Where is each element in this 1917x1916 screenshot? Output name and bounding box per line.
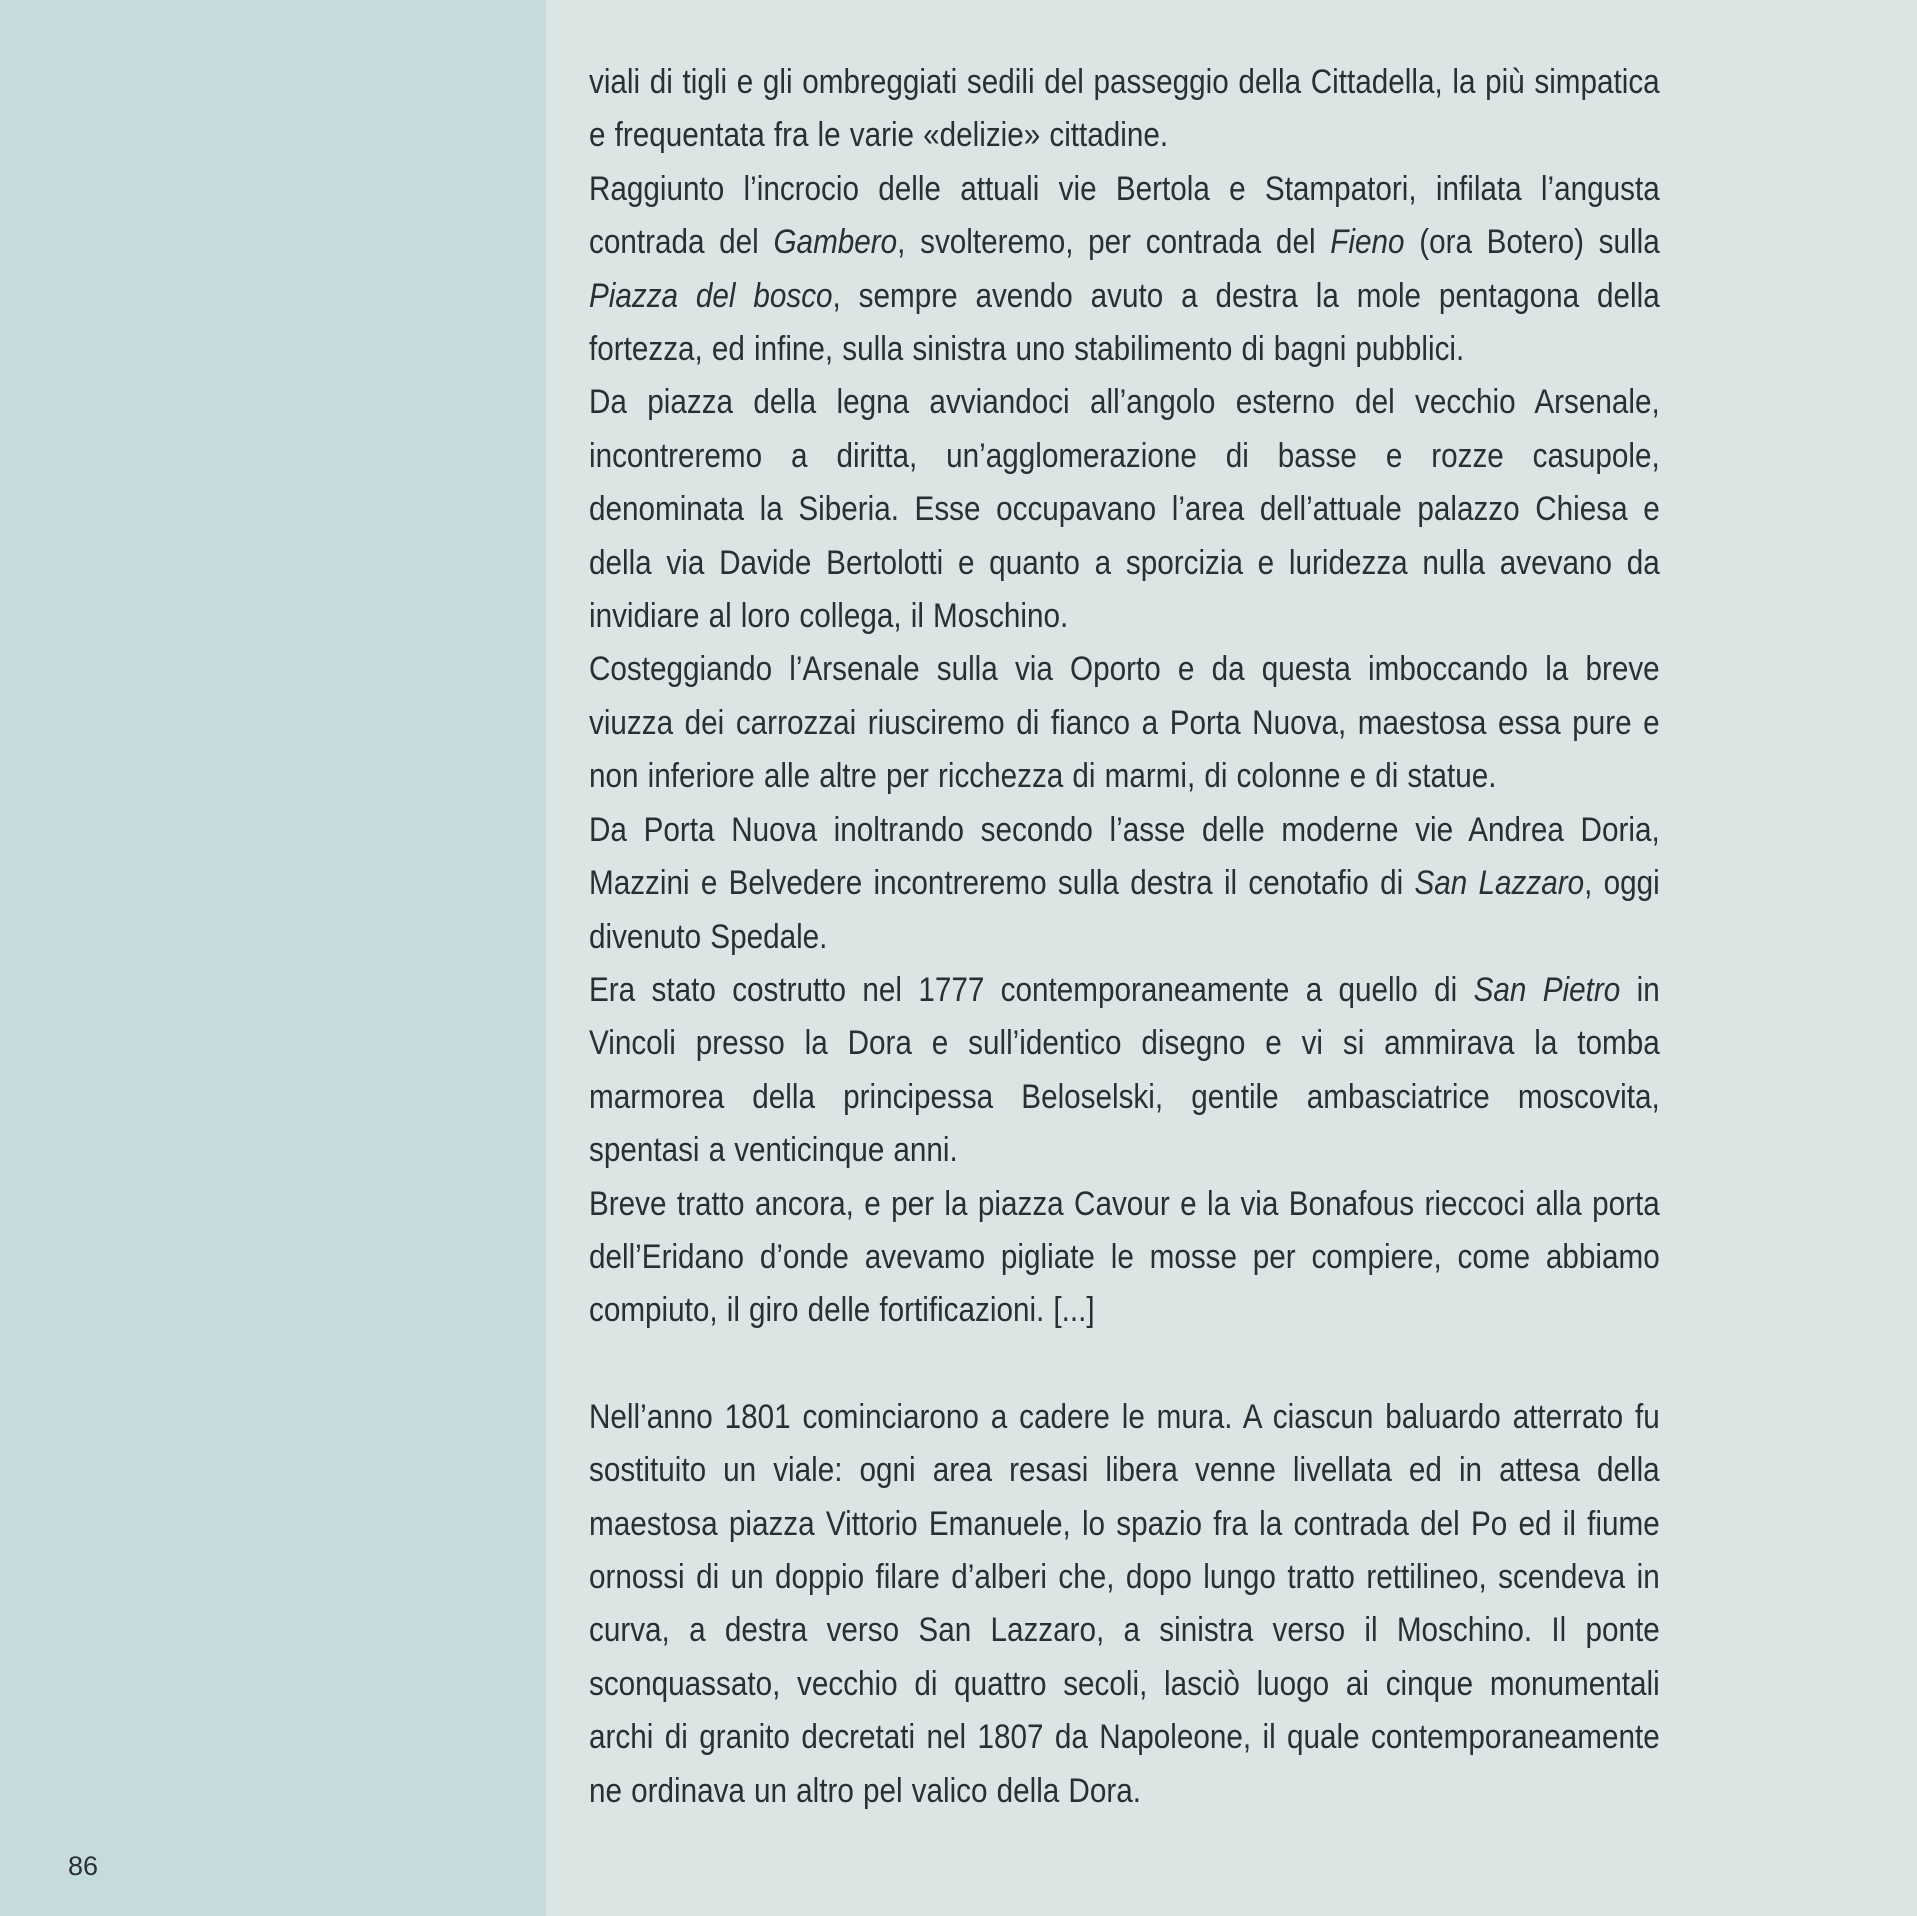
text-segment: , oggi divenuto Spedale.	[589, 864, 1660, 956]
text-segment: Da Porta Nuova inoltrando secondo l’asse delle moderne vie Andrea Doria, Mazzini e Belvedere incontreremo sulla destra il cenotafio di	[589, 810, 1660, 903]
text-segment: Costeggiando l’Arsenale sulla via Oporto e da questa imboccando la breve viuzza dei carrozzai riusciremo di fianco a Porta Nuova, maestosa essa pure e non inferiore alle altre per ricchezza di marmi, di colonne e di statue.	[589, 650, 1660, 796]
paragraph	[589, 643, 1660, 803]
left-margin-band	[0, 0, 546, 1916]
text-segment: Da piazza della legna avviandoci all’angolo esterno del vecchio Arsenale, incontreremo a diritta, un’agglomerazione di basse e rozze casupole, denominata la Siberia. Esse occupavano l’area dell’attuale palazzo Chiesa e della via Davide Bertolotti e quanto a sporcizia e luridezza nulla avevano da invidiare al loro collega, il Moschino.	[589, 383, 1660, 636]
page-number: 86	[68, 1851, 99, 1881]
body-text	[589, 56, 1660, 1818]
text-segment: viali di tigli e gli ombreggiati sedili del passeggio della Cittadella, la più simpatica e frequentata fra le varie «delizie» cittadine.	[589, 63, 1660, 155]
text-segment: Era stato costrutto nel 1777 contemporaneamente a quello di	[589, 970, 1474, 1009]
text-segment: , sempre avendo avuto a destra la mole pentagona della fortezza, ed infine, sulla sinistra uno stabilimento di bagni pubblici.	[589, 276, 1660, 369]
italic-text: Fieno	[1330, 223, 1405, 262]
text-segment: Raggiunto l’incrocio delle attuali vie Bertola e Stampatori, infilata l’angusta contrada del	[589, 169, 1660, 262]
paragraph	[589, 804, 1660, 964]
paragraph	[589, 964, 1660, 1178]
text-segment: (ora Botero) sulla	[1404, 223, 1660, 262]
italic-text: San Pietro	[1473, 970, 1621, 1009]
body-text-inner	[589, 56, 1660, 1818]
paragraph	[589, 1178, 1660, 1338]
text-segment: Nell’anno 1801 cominciarono a cadere le mura. A ciascun baluardo atterrato fu sostituito un viale: ogni area resasi libera venne livellata ed in attesa della maestosa piazza Vittorio Emanuele, lo spazio fra la contrada del Po ed il fiume ornossi di un doppio filare d’alberi che, dopo lungo tratto rettilineo, scendeva in curva, a destra verso San Lazzaro, a sinistra verso il Moschino. Il ponte sconquassato, vecchio di quattro secoli, lasciò luogo ai cinque monumentali archi di granito decretati nel 1807 da Napoleone, il quale contemporaneamente ne ordinava un altro pel valico della Dora.	[589, 1397, 1660, 1810]
text-segment: in Vincoli presso la Dora e sull’identico disegno e vi si ammirava la tomba marmorea della principessa Beloselski, gentile ambasciatrice moscovita, spentasi a venticinque anni.	[589, 970, 1660, 1170]
paragraph	[589, 376, 1660, 643]
text-segment: , svolteremo, per contrada del	[897, 223, 1331, 262]
text-segment: Breve tratto ancora, e per la piazza Cavour e la via Bonafous rieccoci alla porta dell’Eridano d’onde avevamo pigliate le mosse per compiere, come abbiamo compiuto, il giro delle fortificazioni. [...]	[589, 1184, 1660, 1330]
section-gap	[589, 1338, 1660, 1391]
italic-text: Gambero	[773, 223, 898, 262]
italic-text: Piazza del bosco	[589, 276, 833, 315]
paragraph	[589, 163, 1660, 377]
italic-text: San Lazzaro	[1414, 864, 1585, 903]
paragraph	[589, 1391, 1660, 1818]
paragraph	[589, 56, 1660, 163]
